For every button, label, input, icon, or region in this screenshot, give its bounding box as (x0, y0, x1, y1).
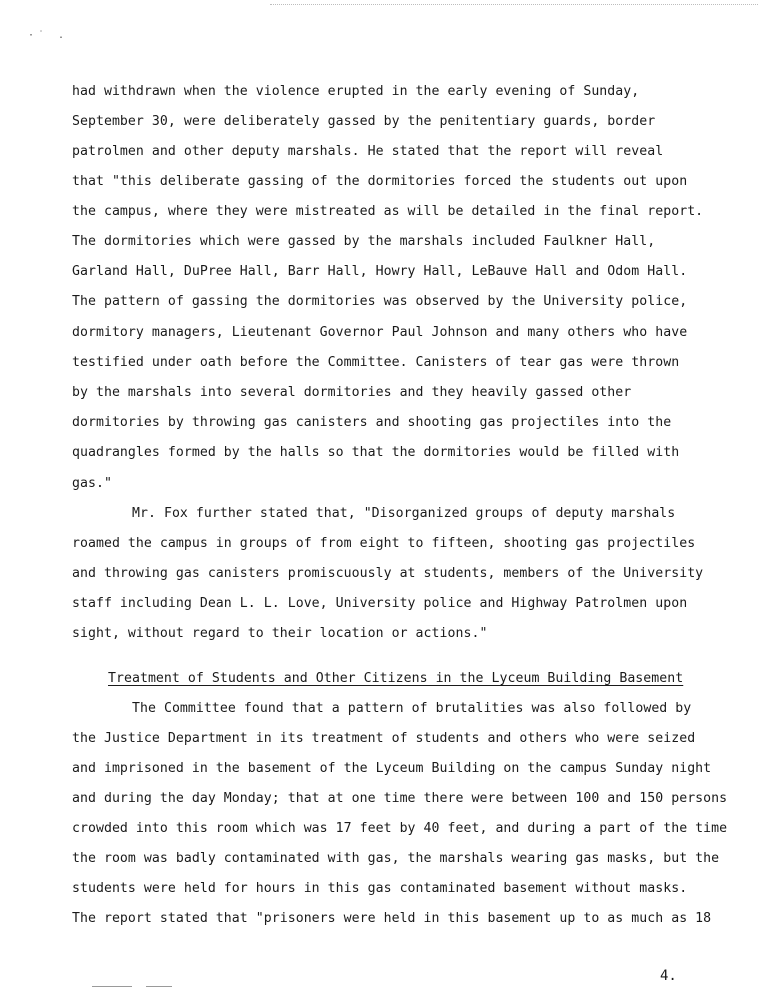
text-line: the Justice Department in its treatment of students and others who were seized (72, 731, 696, 746)
bottom-scan-mark (92, 986, 132, 987)
text-line: dormitory managers, Lieutenant Governor Paul Johnson and many others who have (72, 325, 688, 340)
text-line: the room was badly contaminated with gas, the marshals wearing gas masks, but the (72, 851, 720, 866)
text-line: and during the day Monday; that at one time there were between 100 and 150 persons (72, 791, 728, 806)
text-line: testified under oath before the Committee. Canisters of tear gas were thrown (72, 355, 680, 370)
section-heading: Treatment of Students and Other Citizens in the Lyceum Building Basement (108, 671, 684, 686)
text-line: by the marshals into several dormitories and they heavily gassed other (72, 385, 632, 400)
paragraph-start-line: The Committee found that a pattern of brutalities was also followed by (132, 701, 692, 716)
text-line: The dormitories which were gassed by the marshals included Faulkner Hall, (72, 234, 656, 249)
text-line: The pattern of gassing the dormitories was observed by the University police, (72, 294, 688, 309)
paragraph-start-line: Mr. Fox further stated that, "Disorganized groups of deputy marshals (132, 506, 676, 521)
bottom-scan-mark (146, 986, 172, 987)
text-line: September 30, were deliberately gassed by the penitentiary guards, border (72, 114, 656, 129)
text-line: sight, without regard to their location or actions." (72, 626, 488, 641)
text-line: had withdrawn when the violence erupted in the early evening of Sunday, (72, 84, 640, 99)
text-line: staff including Dean L. L. Love, University police and Highway Patrolmen upon (72, 596, 688, 611)
text-line: dormitories by throwing gas canisters and shooting gas projectiles into the (72, 415, 672, 430)
text-line: Garland Hall, DuPree Hall, Barr Hall, Howry Hall, LeBauve Hall and Odom Hall. (72, 264, 688, 279)
text-line: and imprisoned in the basement of the Lyceum Building on the campus Sunday night (72, 761, 712, 776)
scan-specks: ·˙ . (28, 30, 69, 41)
text-line: roamed the campus in groups of from eight to fifteen, shooting gas projectiles (72, 536, 696, 551)
top-border-dots (270, 4, 758, 5)
text-line: students were held for hours in this gas contaminated basement without masks. (72, 881, 688, 896)
text-line: the campus, where they were mistreated as will be detailed in the final report. (72, 204, 704, 219)
text-line: and throwing gas canisters promiscuously at students, members of the University (72, 566, 704, 581)
text-line: The report stated that "prisoners were held in this basement up to as much as 18 (72, 911, 712, 926)
text-line: crowded into this room which was 17 feet by 40 feet, and during a part of the time (72, 821, 728, 836)
text-line: gas." (72, 476, 112, 491)
page-number: 4. (660, 968, 677, 984)
text-line: quadrangles formed by the halls so that the dormitories would be filled with (72, 445, 680, 460)
text-line: patrolmen and other deputy marshals. He stated that the report will reveal (72, 144, 664, 159)
text-line: that "this deliberate gassing of the dormitories forced the students out upon (72, 174, 688, 189)
